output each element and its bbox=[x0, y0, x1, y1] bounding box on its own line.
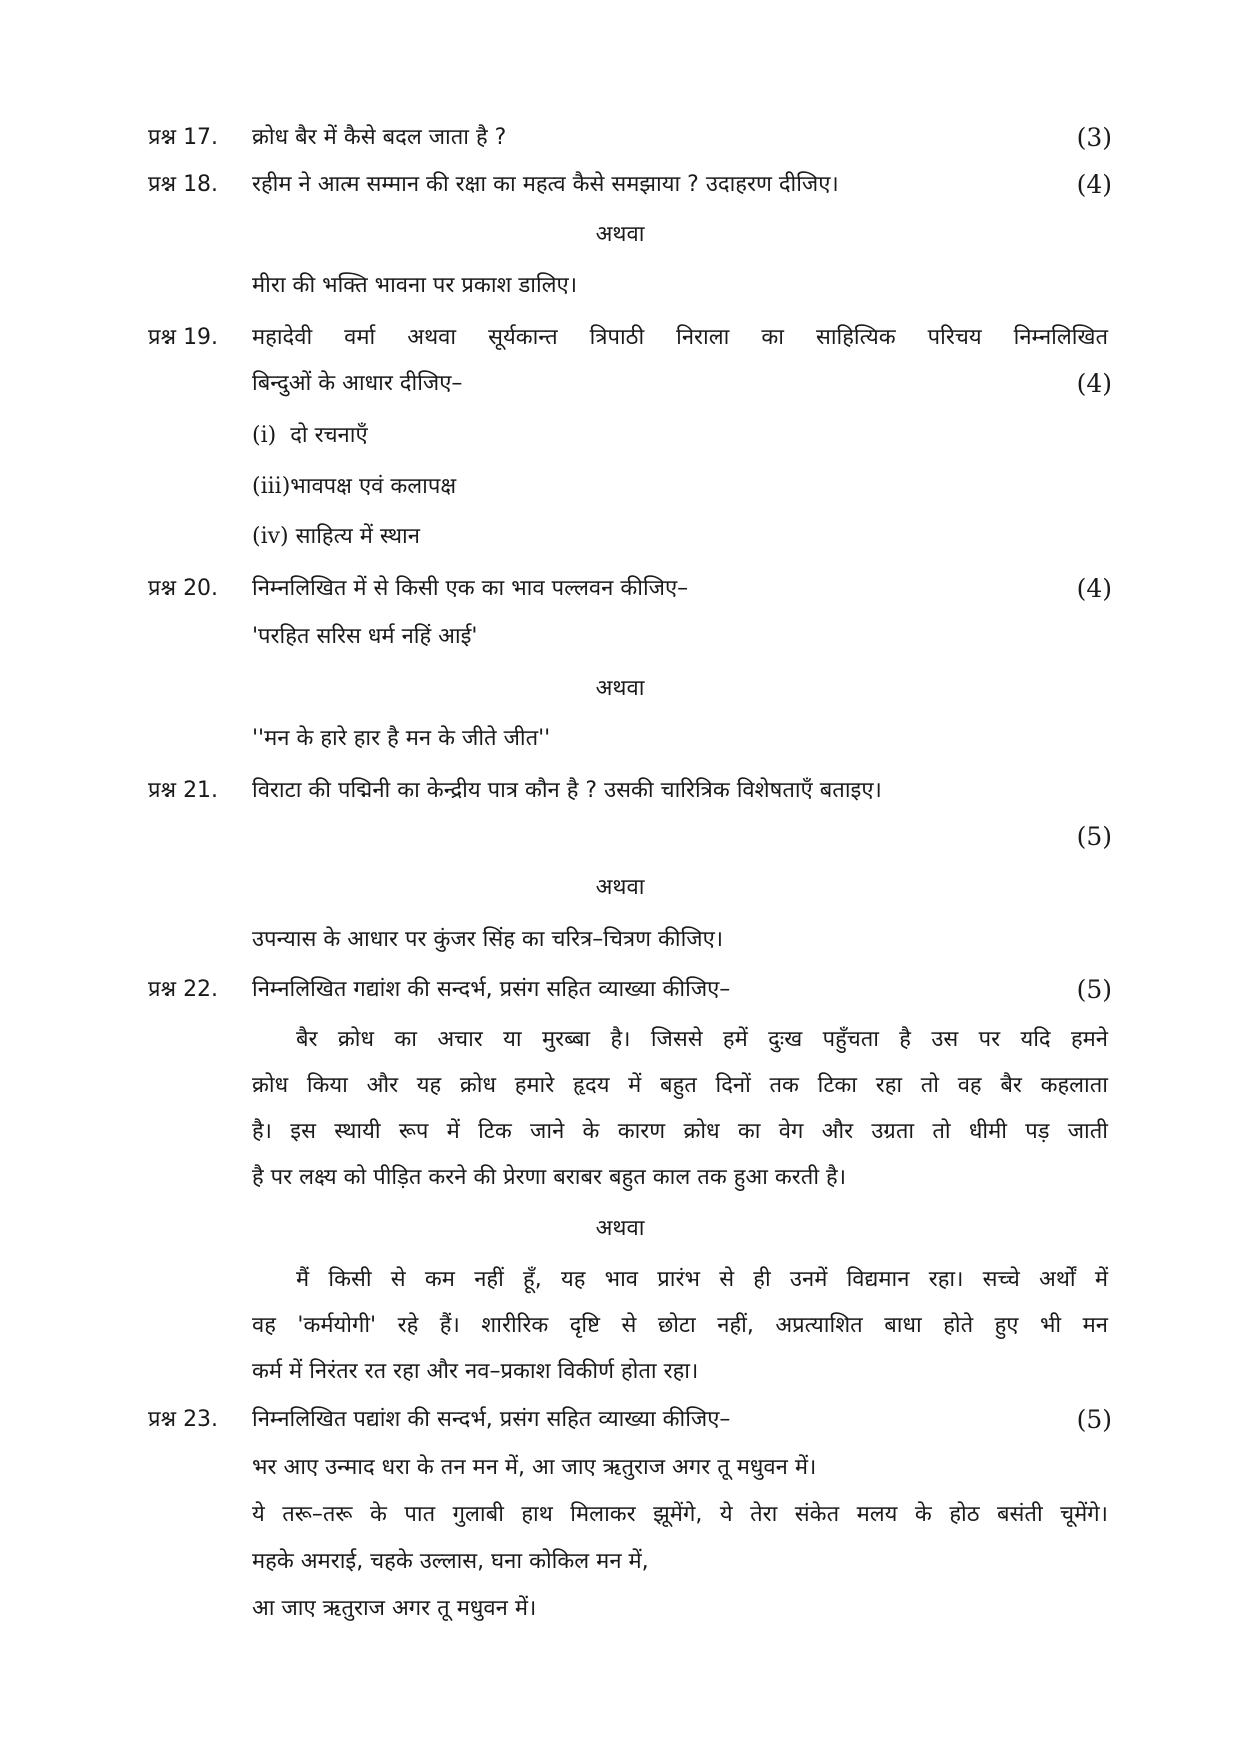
question-19-line1: महादेवी वर्मा अथवा सूर्यकान्त त्रिपाठी निराला का साहित्यिक परिचय निम्नलिखित bbox=[252, 325, 1108, 350]
passage-2-line: मैं किसी से कम नहीं हूँ, यह भाव प्रारंभ से ही उनमें विद्यमान रहा। सच्चे अर्थों में bbox=[296, 1267, 1108, 1292]
verse-line: भर आए उन्माद धरा के तन मन में, आ जाए ऋतुराज अगर तू मधुवन में। bbox=[252, 1455, 817, 1480]
question-20-text: निम्नलिखित में से किसी एक का भाव पल्लवन कीजिए– bbox=[252, 576, 689, 601]
question-23-text: निम्नलिखित पद्यांश की सन्दर्भ, प्रसंग सहित व्याख्या कीजिए– bbox=[252, 1407, 731, 1432]
passage-2-line: कर्म में निरंतर रत रहा और नव–प्रकाश विकीर्ण होता रहा। bbox=[252, 1359, 699, 1384]
passage-1-line: क्रोध किया और यह क्रोध हमारे हृदय में बहुत दिनों तक टिका रहा तो वह बैर कहलाता bbox=[252, 1073, 1108, 1098]
question-20-option-1: 'परहित सरिस धर्म नहिं आई' bbox=[252, 624, 478, 649]
question-19-label: प्रश्न 19. bbox=[148, 325, 219, 350]
question-18-or: अथवा bbox=[595, 222, 645, 247]
point-number: (iv) bbox=[252, 524, 289, 549]
verse-line: आ जाए ऋतुराज अगर तू मधुवन में। bbox=[252, 1596, 537, 1621]
question-21-label: प्रश्न 21. bbox=[148, 778, 219, 803]
question-19-point bbox=[252, 421, 368, 451]
point-number: (iii) bbox=[252, 474, 291, 499]
question-18-marks: (4) bbox=[1076, 170, 1112, 199]
question-18-label: प्रश्न 18. bbox=[148, 172, 219, 197]
question-19-marks: (4) bbox=[1076, 369, 1112, 398]
question-20-option-2: ''मन के हारे हार है मन के जीते जीत'' bbox=[252, 726, 551, 751]
passage-1-line: है पर लक्ष्य को पीड़ित करने की प्रेरणा बराबर बहुत काल तक हुआ करती है। bbox=[252, 1165, 847, 1190]
point-text: साहित्य में स्थान bbox=[295, 524, 420, 549]
point-text: दो रचनाएँ bbox=[290, 423, 368, 448]
question-20-label: प्रश्न 20. bbox=[148, 576, 219, 601]
question-18-text: रहीम ने आत्म सम्मान की रक्षा का महत्व कैसे समझाया ? उदाहरण दीजिए। bbox=[252, 172, 839, 197]
point-text: भावपक्ष एवं कलापक्ष bbox=[290, 474, 457, 499]
question-19-line2: बिन्दुओं के आधार दीजिए– bbox=[252, 371, 463, 396]
question-23-marks: (5) bbox=[1076, 1405, 1112, 1434]
passage-2-line: वह 'कर्मयोगी' रहे हैं। शारीरिक दृष्टि से छोटा नहीं, अप्रत्याशित बाधा होते हुए भी मन bbox=[252, 1313, 1108, 1338]
question-19-point bbox=[252, 472, 456, 502]
question-21-marks: (5) bbox=[1076, 822, 1112, 851]
verse-line: महके अमराई, चहके उल्लास, घना कोकिल मन में, bbox=[252, 1549, 649, 1574]
question-21-or: अथवा bbox=[595, 875, 645, 900]
question-20-or: अथवा bbox=[595, 676, 645, 701]
question-21-alt: उपन्यास के आधार पर कुंजर सिंह का चरित्र–चित्रण कीजिए। bbox=[252, 927, 724, 952]
question-17-marks: (3) bbox=[1076, 123, 1112, 152]
question-18-alt: मीरा की भक्ति भावना पर प्रकाश डालिए। bbox=[252, 273, 578, 298]
question-17-label: प्रश्न 17. bbox=[148, 125, 219, 150]
question-17-text: क्रोध बैर में कैसे बदल जाता है ? bbox=[252, 125, 507, 150]
question-22-text: निम्नलिखित गद्यांश की सन्दर्भ, प्रसंग सहित व्याख्या कीजिए– bbox=[252, 977, 731, 1002]
question-20-marks: (4) bbox=[1076, 574, 1112, 603]
verse-line: ये तरू–तरू के पात गुलाबी हाथ मिलाकर झूमेंगे, ये तेरा संकेत मलय के होठ बसंती चूमेंगे। bbox=[252, 1502, 1108, 1527]
passage-1-line: बैर क्रोध का अचार या मुरब्बा है। जिससे हमें दुःख पहुँचता है उस पर यदि हमने bbox=[296, 1027, 1108, 1052]
question-23-label: प्रश्न 23. bbox=[148, 1407, 219, 1432]
point-number: (i) bbox=[252, 423, 277, 448]
question-22-label: प्रश्न 22. bbox=[148, 977, 219, 1002]
question-22-or: अथवा bbox=[595, 1216, 645, 1241]
question-22-marks: (5) bbox=[1076, 975, 1112, 1004]
passage-1-line: है। इस स्थायी रूप में टिक जाने के कारण क्रोध का वेग और उग्रता तो धीमी पड़ जाती bbox=[252, 1119, 1108, 1144]
question-19-point bbox=[252, 522, 420, 552]
question-21-text: विराटा की पद्मिनी का केन्द्रीय पात्र कौन है ? उसकी चारित्रिक विशेषताएँ बताइए। bbox=[252, 778, 882, 803]
